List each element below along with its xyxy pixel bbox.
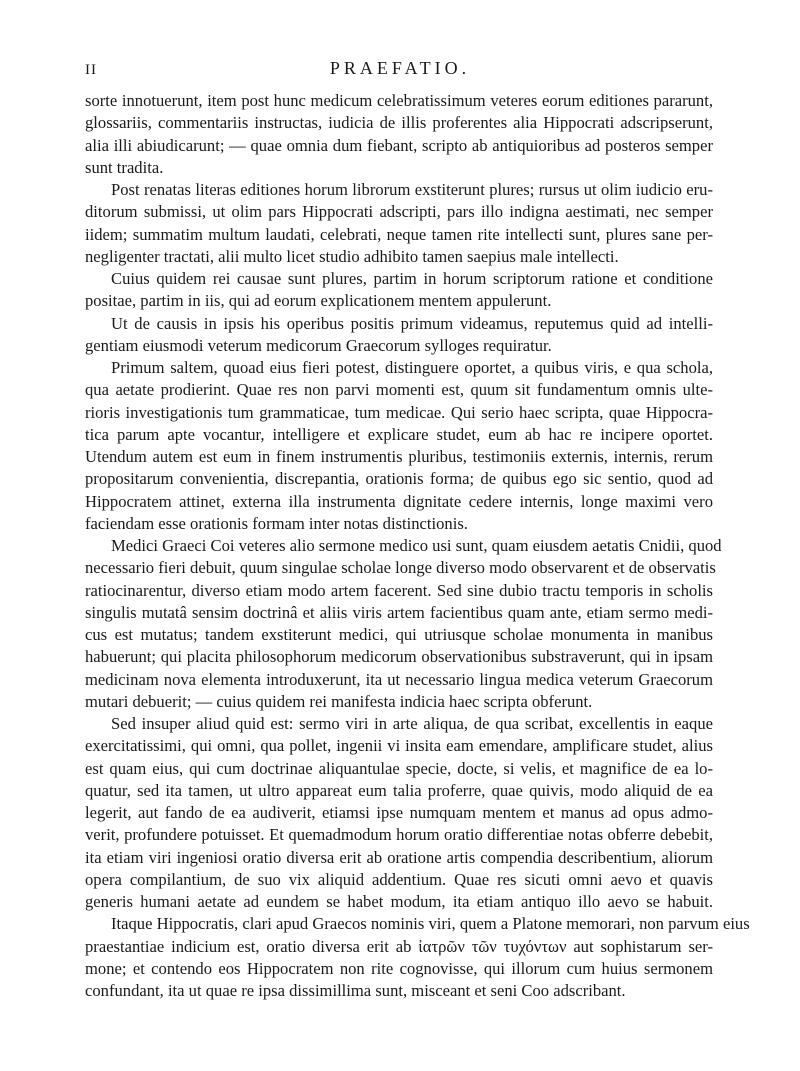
text-line: singulis mutatâ sensim doctrinâ et aliis viris artem facientibus quam ante, etiam sermo medi-	[85, 602, 713, 622]
text-line: Ut de causis in ipsis his operibus positis primum videamus, reputemus quid ad intelli-	[111, 313, 713, 333]
text-line: faciendam esse orationis formam inter notas distinctionis.	[85, 513, 468, 533]
text-line: glossariis, commentariis instructas, iudicia de illis proferentes alia Hippocrati adscripserunt,	[85, 113, 713, 133]
text-line: sorte innotuerunt, item post hunc medicum celebratissimum veteres eorum editiones pararunt,	[85, 91, 713, 110]
text-line: propositarum convenientia, discrepantia, orationis forma; de quibus ego sic sentio, quod ad	[85, 469, 713, 489]
text-line: sunt tradita.	[85, 157, 164, 177]
text-line: Post renatas literas editiones horum librorum exstiterunt plures; rursus ut olim iudicio eru-	[111, 180, 713, 199]
text-line: Medici Graeci Coi veteres alio sermone medico usi sunt, quam eiusdem aetatis Cnidii, quod	[111, 536, 722, 555]
text-line: iidem; summatim multum laudati, celebrati, neque tamen rite intellecti sunt, plures sane per-	[85, 224, 713, 244]
text-line: generis humani aetate ad eundem se habet modum, ita etiam antiquo illo aevo se habuit.	[85, 892, 713, 911]
text-line: gentiam eiusmodi veterum medicorum Graecorum sylloges requiratur.	[85, 335, 552, 355]
text-line: ratiocinarentur, diverso etiam modo artem facerent. Sed sine dubio tractu temporis in scholis	[85, 580, 713, 600]
text-line: negligenter tractati, alii multo licet studio adhibito tamen saepius male intellecti.	[85, 246, 619, 266]
text-line: habuerunt; qui placita philosophorum medicorum observationibus substraverunt, qui in ipsam	[85, 647, 713, 667]
page-number: II	[85, 62, 97, 78]
text-line: qua aetate prodierint. Quae res non parvi momenti est, quum sit fundamentum omnis ulte-	[85, 380, 713, 400]
text-line: medicinam nova elementa introduxerunt, ita ut necessario lingua medica veterum Graecorum	[85, 669, 713, 689]
text-line: necessario fieri debuit, quum singulae scholae longe diverso modo observarent et de observatis	[85, 558, 716, 578]
text-line: legerit, aut fando de ea audiverit, etiamsi ipse numquam mentem et manus ad opus admo-	[85, 803, 713, 822]
text-line: ita etiam viri ingeniosi oratio diversa erit ab oratione artis compendia describentium, aliorum	[85, 847, 713, 867]
text-line: mutari debuerit; — cuius quidem rei manifesta indicia haec scripta obferunt.	[85, 691, 593, 711]
body-text	[85, 90, 750, 1002]
text-line: Utendum autem est eum in finem instrumentis pluribus, testimoniis externis, internis, rerum	[85, 447, 713, 466]
running-head: PRAEFATIO.	[329, 58, 471, 78]
text-line: Sed insuper aliud quid est: sermo viri in arte aliqua, de qua scribat, excellentis in eaque	[111, 714, 713, 733]
text-line: tica parum apte vocantur, intelligere et explicare studet, eum ab hac re incipere oportet.	[85, 424, 713, 444]
text-line: Itaque Hippocratis, clari apud Graecos nominis viri, quem a Platone memorari, non parvum eius	[111, 914, 750, 934]
text-line: Hippocratem attinet, externa illa instrumenta dignitate cedere internis, longe maximi vero	[85, 491, 713, 511]
text-line: Cuius quidem rei causae sunt plures, partim in horum scriptorum ratione et conditione	[111, 269, 713, 288]
text-line: est quam eius, qui cum doctrinae aliquantulae specie, docte, si velis, et magnifice de ea lo-	[85, 758, 713, 778]
text-line: ditorum submissi, ut olim pars Hippocrati adscripti, pars illo indigna aestimati, nec semper	[85, 202, 713, 222]
text-line: exercitatissimi, qui omni, qua pollet, ingenii vi insita eam emendare, amplificare studet, alius	[85, 736, 713, 756]
text-line: mone; et contendo eos Hippocratem non rite cognovisse, qui illorum cum huius sermonem	[85, 958, 713, 978]
text-line: rioris investigationis tum grammaticae, tum medicae. Qui serio haec scripta, quae Hippocra-	[85, 402, 713, 422]
text-line: confundant, ita ut quae re ipsa dissimillima sunt, misceant et seni Coo adscribant.	[85, 981, 626, 1000]
text-line: positae, partim in iis, qui ad eorum explicationem mentem appulerunt.	[85, 291, 552, 311]
text-line: cus est mutatus; tandem exstiterunt medici, qui utriusque scholae monumenta in manibus	[85, 625, 713, 644]
text-line: praestantiae indicium est, oratio diversa erit ab ἰατρῶν τῶν τυχόντων aut sophistarum ser-	[85, 936, 713, 956]
text-line: quatur, sed ita tamen, ut ultro appareat eum talia proferre, quae quivis, modo aliquid de ea	[85, 780, 713, 800]
text-line: Primum saltem, quoad eius fieri potest, distinguere oportet, a quibus viris, e qua schola,	[111, 358, 713, 377]
text-line: alia illi abiudicarunt; — quae omnia dum fiebant, scripto ab antiquioribus ad posteros semper	[85, 135, 713, 155]
text-line: opera compilantium, de suo vix aliquid addentium. Quae res sicuti omni aevo et quavis	[85, 869, 713, 889]
text-line: verit, profundere potuisset. Et quemadmodum horum oratio differentiae notas obferre debebit,	[85, 825, 713, 845]
